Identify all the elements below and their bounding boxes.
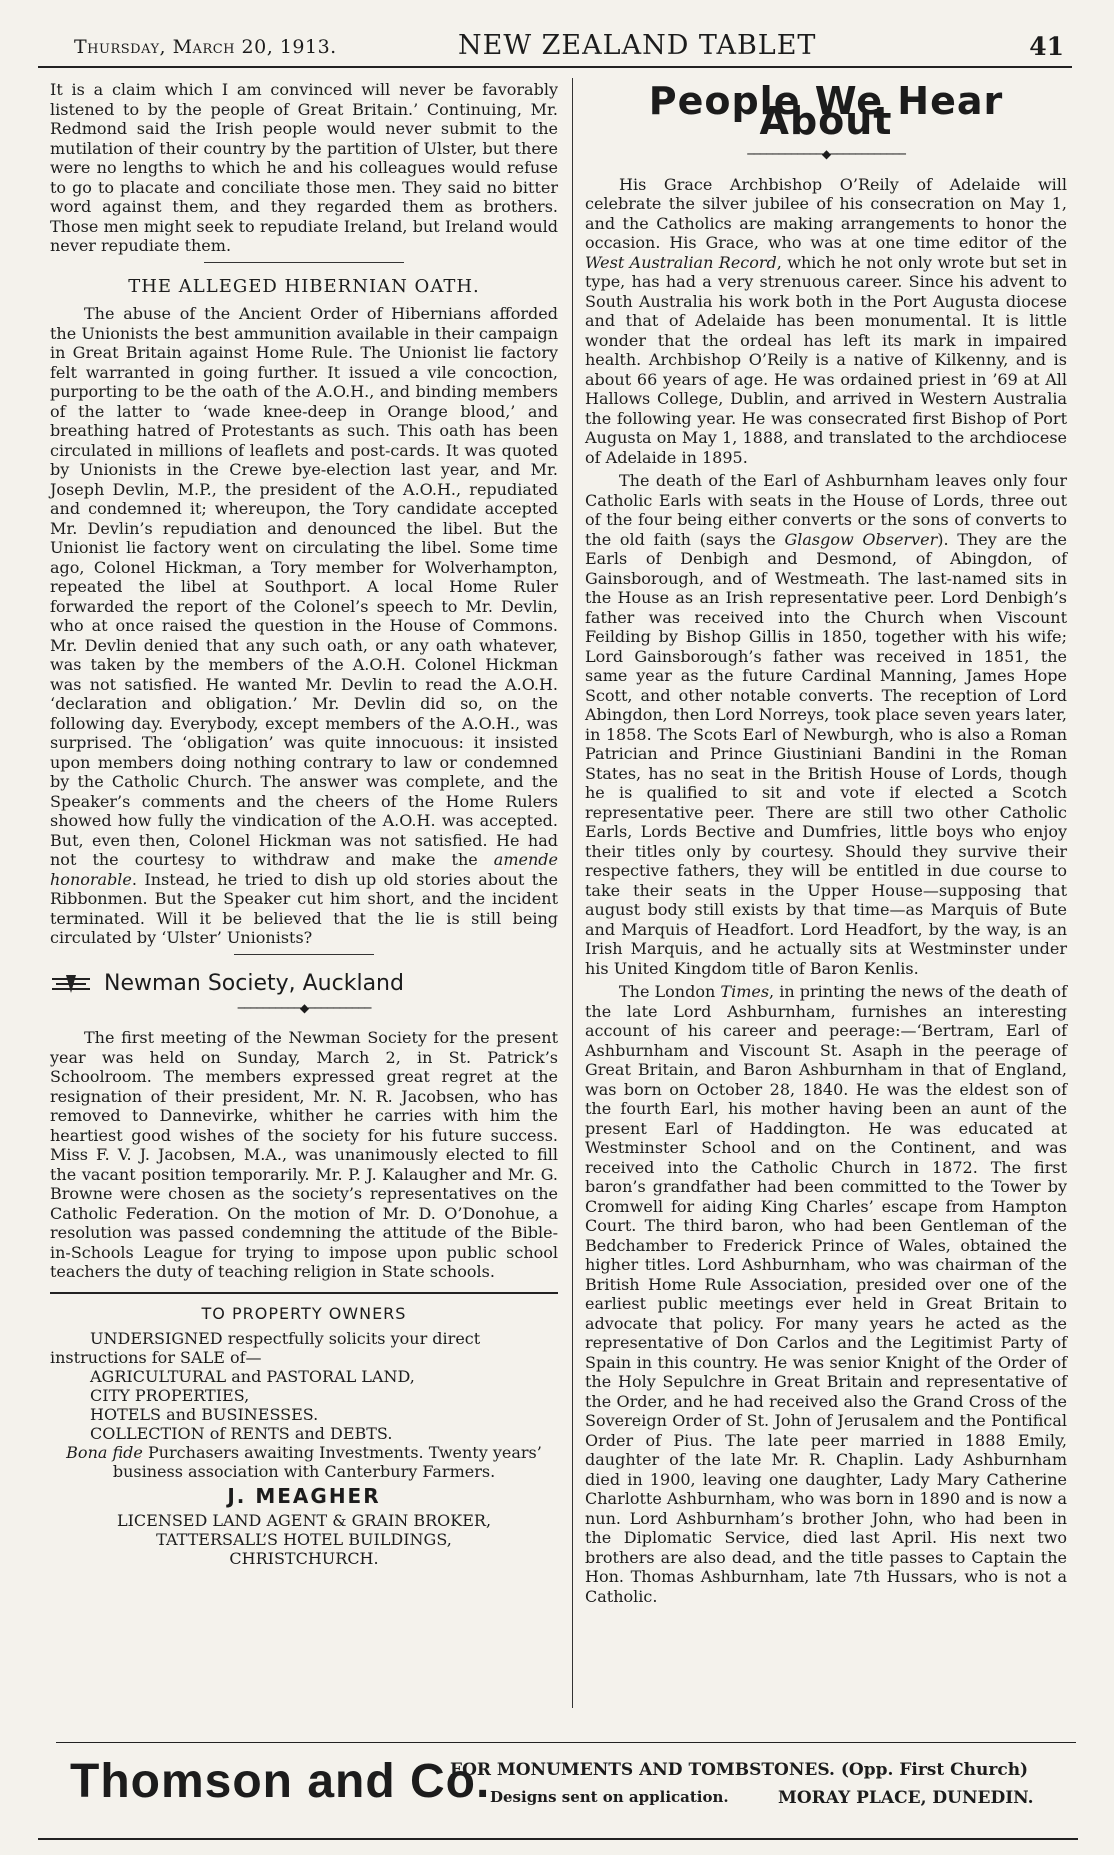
ad-heading: TO PROPERTY OWNERS (201, 1303, 407, 1323)
oath-paragraph: The abuse of the Ancient Order of Hibernians afforded the Unionists the best ammunition available in their campaign in Great Britain against Home Rule. The Unionist lie factory felt warranted in going further. It issued a vile concoction, purporting to be the oath of the A.O.H., and binding members of the latter to ‘wade knee-deep in Orange blood,’ and breathing hatred of Protestants as such. This oath has been circulated in millions of leaflets and post-cards. It was quoted by Unionists in the Crewe bye-election last year, and Mr. Joseph Devlin, M.P., the president of the A.O.H., repudiated and condemned it; whereupon, the Tory candidate accepted Mr. Devlin’s repudiation and denounced the libel. But the Unionist lie factory went on circulating the libel. Some time ago, Colonel Hickman, a Tory member for Wolverhampton, repeated the libel at Southport. A local Home Ruler forwarded the report of the Colonel’s speech to Mr. Devlin, who at once raised the question in the House of Commons. Mr. Devlin denied that any such oath, or any oath whatever, was taken by the members of the A.O.H. Colonel Hickman was not satisfied. He wanted Mr. Devlin to read the A.O.H. ‘declaration and obligation.’ Mr. Devlin did so, on the following day. Everybody, except members of the A.O.H., was surprised. The ‘obligation’ was quite innocuous: it insisted upon members doing nothing contrary to law or condemned by the Catholic Church. The answer was complete, and the Speaker’s comments and the cheers of the Home Rulers showed how fully the vindication of the A.O.H. was accepted. But, even then, Colonel Hickman was not satisfied. He had not the courtesy to withdraw and make the amende honorable. Instead, he tried to dish up old stories about the Ribbonmen. But the Speaker cut him short, and the incident terminated. Will it be believed that the lie is still being circulated by ‘Ulster’ Unionists? (50, 304, 558, 947)
section-rule (234, 954, 374, 955)
right-column (585, 80, 1067, 1610)
footer-brand: Thomson and Co. (70, 1755, 491, 1808)
ad-item: HOTELS and BUSINESSES. (90, 1405, 319, 1424)
times-paragraph: The London Times, in printing the news of the death of the late Lord Ashburnham, furnishes an interesting account of his career and peerage:—‘Bertram, Earl of Ashburnham and Viscount St. Asaph in the peerage of Great Britain, and Baron Ashburnham in that of England, was born on October 28, 1840. He was the eldest son of the fourth Earl, his mother having been an aunt of the present Earl of Haddington. He was educated at Westminster School and on the Continent, and was received into the Catholic Church in 1872. The first baron’s grandfather had been committed to the Tower by Cromwell for aiding King Charles’ escape from Hampton Court. The third baron, who had been Gentleman of the Bedchamber to Frederick Prince of Wales, obtained the higher titles. Lord Ashburnham, who was chairman of the British Home Rule Association, presided over one of the earliest public meetings ever held in Great Britain to advocate that policy. For many years he acted as the representative of Don Carlos and the Legitimist Party of Spain in this country. He was senior Knight of the Order of the Holy Sepulchre in Great Britain and representative of the Order, and he had received also the Grand Cross of the Sovereign Order of St. John of Jerusalem and the Pontifical Order of Pius. The late peer married in 1888 Emily, daughter of the late Mr. R. Chaplin. Lady Ashburnham died in 1900, leaving one daughter, Lady Mary Catherine Charlotte Ashburnham, who was born in 1890 and is now a nun. Lord Ashburnham’s brother John, who had been in the Diplomatic Service, died last April. His next two brothers are also dead, and the title passes to Captain the Hon. Thomas Ashburnham, late 7th Hussars, who is not a Catholic. (585, 982, 1067, 1606)
ad-item: AGRICULTURAL and PASTORAL LAND, (90, 1367, 415, 1386)
ornament-divider: ──────────◆────────── (237, 1000, 371, 1015)
newman-paragraph: The first meeting of the Newman Society for the present year was held on Sunday, March 2, in St. Patrick’s Schoolroom. The members expressed great regret at the resignation of their president, Mr. N. R. Jacobsen, who has removed to Dannevirke, whither he carries with him the heartiest good wishes of the society for his future success. Miss F. V. J. Jacobsen, M.A., was unanimously elected to fill the vacant position temporarily. Mr. P. J. Kalaugher and Mr. G. Browne were chosen as the society’s representatives on the Catholic Federation. On the motion of Mr. D. O’Donohue, a resolution was passed condemning the attitude of the Bible-in-Schools League for trying to impose upon public school teachers the duty of teaching religion in State schools. (50, 1028, 558, 1281)
footer-designs: Designs sent on application. (490, 1788, 729, 1806)
footer-rule (38, 1838, 1078, 1840)
oreily-paragraph: His Grace Archbishop O’Reily of Adelaide will celebrate the silver jubilee of his consecration on May 1, and the Catholics are making arrangements to honor the occasion. His Grace, who was at one time editor of the West Australian Record, which he not only wrote but set in type, has had a very strenuous career. Since his advent to South Australia his work both in the Port Augusta diocese and that of Adelaide has been monumental. It is little wonder that the ordeal has left its mark in impaired health. Archbishop O’Reily is a native of Kilkenny, and is about 66 years of age. He was ordained priest in ’69 at All Hallows College, Dublin, and arrived in Western Australia the following year. He was consecrated first Bishop of Port Augusta on May 1, 1888, and translated to the archdiocese of Adelaide in 1895. (585, 174, 1067, 467)
newman-heading: Newman Society, Auckland (50, 973, 558, 995)
people-heading: People We Hear About (648, 79, 1004, 143)
ad-item: CITY PROPERTIES, (90, 1386, 250, 1405)
issue-date: Thursday, March 20, 1913. (74, 36, 337, 58)
footer-advertisement (70, 1754, 1070, 1824)
publication-title: NEW ZEALAND TABLET (458, 30, 817, 61)
footer-tagline: FOR MONUMENTS AND TOMBSTONES. (Opp. First Church) (450, 1760, 1029, 1780)
redmond-continuation: It is a claim which I am convinced will never be favorably listened to by the people of Great Britain.’ Continuing, Mr. Redmond said the Irish people would never submit to the mutilation of their country by the partition of Ulster, but there were no lengths to which he and his colleagues would refuse to go to placate and conciliate those men. They said no bitter word against them, and they regarded them as brothers. Those men might seek to repudiate Ireland, but Ireland would never repudiate them. (50, 80, 558, 255)
section-rule (204, 262, 404, 263)
left-column (50, 80, 558, 1568)
ad-tagline: LICENSED LAND AGENT & GRAIN BROKER, (116, 1510, 492, 1530)
ashburnham-earls-paragraph: The death of the Earl of Ashburnham leaves only four Catholic Earls with seats in the House of Lords, three out of the four being either converts or the sons of converts to the old faith (says the Glasgow Observer). They are the Earls of Denbigh and Desmond, of Abingdon, of Gainsborough, and of Westmeath. The last-named sits in the House as an Irish representative peer. Lord Denbigh’s father was received into the Church when Viscount Feilding by Bishop Gillis in 1850, together with his wife; Lord Gainsborough’s father was received in 1851, the same year as the future Cardinal Manning, James Hope Scott, and other notable converts. The reception of Lord Abingdon, then Lord Norreys, took place seven years later, in 1858. The Scots Earl of Newburgh, who is also a Roman Patrician and Prince Giustiniani Bandini in the Roman States, has no seat in the British House of Lords, though he is qualified to sit and vote if elected a Scotch representative peer. There are still two other Catholic Earls, Lords Bective and Dumfries, little boys who enjoy their titles only by courtesy. Should they survive their respective fathers, they will be entitled in due course to take their seats in the Upper House—supposing that august body still exists by that time—as Marquis of Bute and Marquis of Headfort. Lord Headfort, by the way, is an Irish Marquis, and he actually sits at Westminster under his United Kingdom title of Baron Kenlis. (585, 471, 1067, 978)
column-divider (572, 78, 573, 1708)
property-owners-ad (50, 1292, 558, 1568)
oath-heading: THE ALLEGED HIBERNIAN OATH. (128, 275, 480, 297)
masthead (38, 26, 1072, 68)
page-number: 41 (1029, 32, 1064, 61)
ornament-divider: ────────────◆──────────── (747, 147, 905, 161)
ad-tagline: TATTERSALL’S HOTEL BUILDINGS, (156, 1529, 452, 1549)
newman-emblem-icon (50, 973, 92, 995)
ad-agent-name: J. MEAGHER (227, 1484, 381, 1508)
ad-line: UNDERSIGNED respectfully solicits your direct instructions for SALE of— (50, 1329, 481, 1367)
ad-tagline: CHRISTCHURCH. (229, 1548, 379, 1568)
ad-item: COLLECTION of RENTS and DEBTS. (90, 1424, 393, 1443)
footer-rule (56, 1742, 1076, 1743)
footer-address: MORAY PLACE, DUNEDIN. (778, 1788, 1034, 1808)
ad-bona-fide: Bona fide Purchasers awaiting Investments. Twenty years’ business association with Canterbury Farmers. (66, 1443, 542, 1481)
